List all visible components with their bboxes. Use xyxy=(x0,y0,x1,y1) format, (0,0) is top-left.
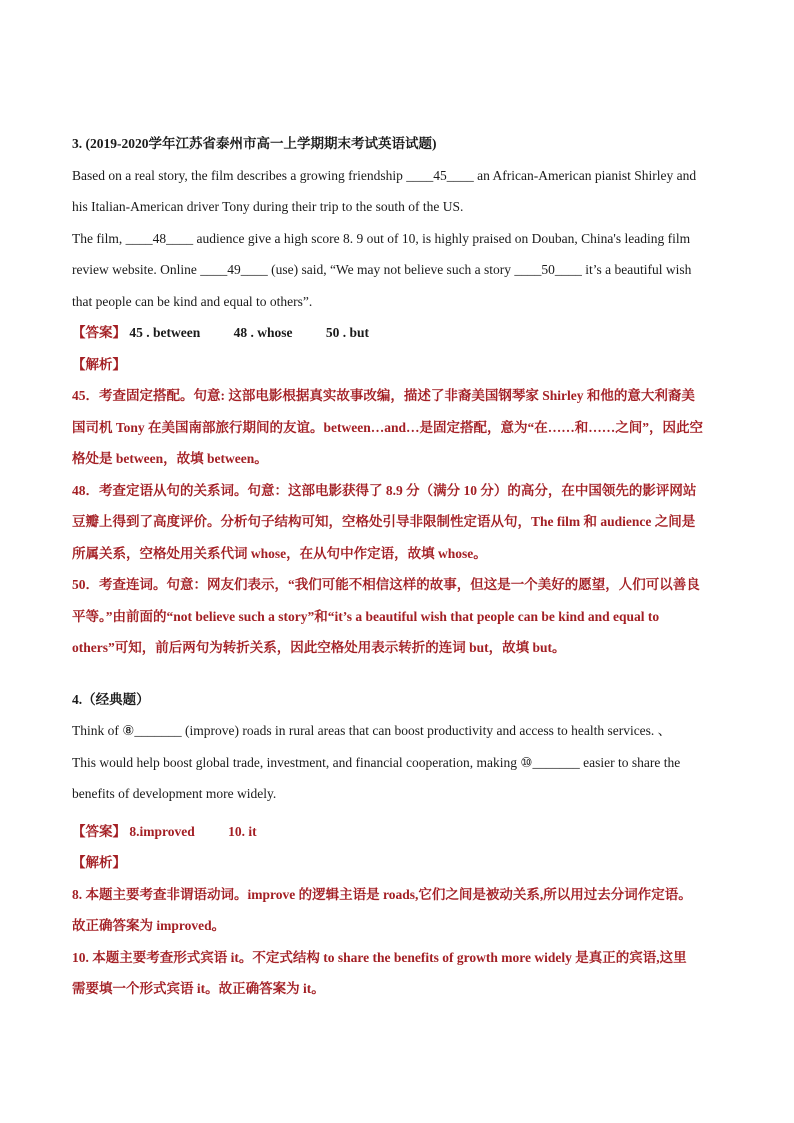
answer-item: 8.improved xyxy=(129,823,195,839)
answer-item: 50 . but xyxy=(325,325,370,340)
passage-line: that people can be kind and equal to others”. xyxy=(72,293,313,309)
answer-label: 【答案】 xyxy=(72,823,126,839)
question-4-header: 4.（经典题） xyxy=(72,691,150,707)
analysis-line: 豆瓣上得到了高度评价。分析句子结构可知，空格处引导非限制性定语从句，The film 和 audience 之间是 xyxy=(72,514,696,529)
analysis-label: 【解析】 xyxy=(72,855,126,870)
passage-line: Think of ⑧_______ (improve) roads in rural areas that can boost productivity and access to health services. 、 xyxy=(72,723,672,738)
answer-item: 48 . whose xyxy=(233,325,293,340)
passage-line: The film, ____48____ audience give a high score 8. 9 out of 10, is highly praised on Douban, China's leading film xyxy=(72,230,691,246)
answer-line xyxy=(72,317,722,349)
analysis-line: 平等。”由前面的“not believe such a story”和“it’s a beautiful wish that people can be kind and equal to xyxy=(72,608,660,624)
answer-item: 10. it xyxy=(228,823,257,839)
analysis-line: 48．考查定语从句的关系词。句意：这部电影获得了 8.9 分（满分 10 分）的高分，在中国领先的影评网站 xyxy=(72,482,697,498)
analysis-line: 故正确答案为 improved。 xyxy=(72,918,226,933)
passage-line: review website. Online ____49____ (use) said, “We may not believe such a story ____50____ it’s a beautiful wish xyxy=(72,262,692,277)
analysis-line: 格处是 between，故填 between。 xyxy=(72,451,268,466)
analysis-line: 50．考查连词。句意：网友们表示，“我们可能不相信这样的故事，但这是一个美好的愿望，人们可以善良 xyxy=(72,577,700,592)
document-page xyxy=(72,128,722,1005)
answer-label: 【答案】 xyxy=(72,325,126,340)
passage-line: Based on a real story, the film describes a growing friendship ____45____ an African-American pianist Shirley and xyxy=(72,167,697,183)
analysis-line: 8. 本题主要考查非谓语动词。improve 的逻辑主语是 roads,它们之间是被动关系,所以用过去分词作定语。 xyxy=(72,886,692,902)
analysis-line: 10. 本题主要考查形式宾语 it。不定式结构 to share the benefits of growth more widely 是真正的宾语,这里 xyxy=(72,949,687,965)
passage-line: his Italian-American driver Tony during their trip to the south of the US. xyxy=(72,199,464,214)
analysis-line: 国司机 Tony 在美国南部旅行期间的友谊。between…and…是固定搭配，意为“在……和……之间”，因此空 xyxy=(72,419,704,435)
passage-line: This would help boost global trade, investment, and financial cooperation, making ⑩_______ easier to share the xyxy=(72,754,681,770)
answer-item: 45 . between xyxy=(129,325,201,340)
analysis-line: others”可知，前后两句为转折关系，因此空格处用表示转折的连词 but，故填 but。 xyxy=(72,640,566,655)
analysis-line: 45．考查固定搭配。句意: 这部电影根据真实故事改编，描述了非裔美国钢琴家 Shirley 和他的意大利裔美 xyxy=(72,388,695,403)
answer-line xyxy=(72,816,722,848)
analysis-line: 所属关系，空格处用关系代词 whose，在从句中作定语，故填 whose。 xyxy=(72,545,487,561)
analysis-label: 【解析】 xyxy=(72,356,126,372)
passage-line: benefits of development more widely. xyxy=(72,786,277,801)
question-3-header: 3. (2019-2020学年江苏省泰州市高一上学期期末考试英语试题) xyxy=(72,136,437,151)
analysis-line: 需要填一个形式宾语 it。故正确答案为 it。 xyxy=(72,981,325,996)
